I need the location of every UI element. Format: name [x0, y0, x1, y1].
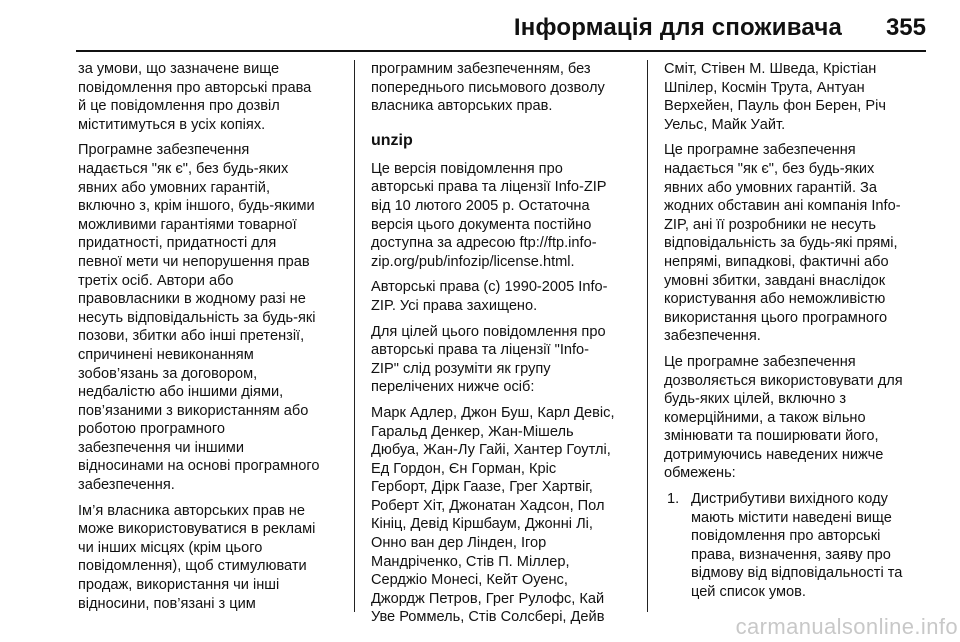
- text-line: Роберт Хіт, Джонатан Хадсон, Пол: [371, 497, 605, 514]
- paragraph: [371, 404, 633, 627]
- text-line: явних або умовних гарантій. За: [664, 179, 877, 196]
- text-line: змінювати та поширювати його,: [664, 428, 879, 445]
- text-line: Ім’я власника авторських прав не: [78, 502, 305, 519]
- text-line: третіх осіб. Автори або: [78, 272, 234, 289]
- text-line: попереднього письмового дозволу: [371, 79, 605, 96]
- text-line: користування або неможливістю: [664, 291, 886, 308]
- text-line: повідомлення про авторські: [691, 528, 881, 545]
- paragraph: [78, 141, 340, 494]
- text-line: непрямі, випадкові, фактичні або: [664, 253, 889, 270]
- paragraph: [371, 323, 633, 397]
- text-line: міститимуться в усіх копіях.: [78, 116, 266, 133]
- text-line: жодних обставин ані компанія Info-: [664, 198, 901, 215]
- text-line: включно з, крім іншого, будь-якими: [78, 198, 315, 215]
- text-line: Для цілей цього повідомлення про: [371, 323, 606, 340]
- text-line: zip.org/pub/infozip/license.html.: [371, 253, 575, 270]
- column-1: [78, 60, 340, 620]
- paragraph: [664, 353, 926, 483]
- text-line: Ед Гордон, Єн Горман, Кріс: [371, 460, 557, 477]
- text-line: використання цього програмного: [664, 309, 888, 326]
- text-line: надається "як є", без будь-яких: [78, 160, 289, 177]
- text-line: за умови, що зазначене вище: [78, 61, 280, 77]
- text-line: власника авторських прав.: [371, 98, 553, 115]
- text-line: забезпечення.: [664, 328, 761, 345]
- page-header: [0, 0, 960, 60]
- text-line: ZIP" слід розуміти як групу: [371, 360, 551, 377]
- text-line: недбалістю або іншими діями,: [78, 384, 284, 401]
- text-line: програмним забезпеченням, без: [371, 61, 591, 77]
- text-line: будь-яких цілей, включно з: [664, 391, 847, 408]
- text-line: пов’язаними з використанням або: [78, 402, 309, 419]
- text-line: обмежень:: [664, 465, 736, 482]
- text-line: версія цього документа постійно: [371, 216, 592, 233]
- text-line: авторські права та ліцензії "Info-: [371, 342, 590, 359]
- text-line: Джордж Петров, Грег Рулофс, Кай: [371, 590, 605, 607]
- paragraph: [371, 60, 633, 116]
- text-line: доступна за адресою ftp://ftp.info-: [371, 235, 597, 252]
- text-line: авторські права та ліцензії Info-ZIP: [371, 179, 607, 196]
- text-line: певної мети чи непорушення прав: [78, 253, 310, 270]
- list-number: 1.: [667, 491, 680, 508]
- text-line: мають містити наведені вище: [691, 509, 892, 526]
- column-3: [664, 60, 926, 602]
- text-line: ZIP. Усі права захищено.: [371, 297, 538, 314]
- text-line: Верхейен, Пауль фон Берен, Річ: [664, 98, 886, 115]
- text-line: комерційними, а також вільно: [664, 409, 866, 426]
- text-line: Уельс, Майк Уайт.: [664, 116, 786, 133]
- text-line: Марк Адлер, Джон Буш, Карл Девіс,: [371, 404, 615, 421]
- text-line: забезпечення.: [78, 477, 175, 494]
- page-number: 355: [885, 14, 926, 41]
- text-line: може використовуватися в рекламі: [78, 521, 316, 538]
- watermark: carmanualsonline.info: [735, 614, 958, 639]
- text-line: продаж, використання чи інші: [78, 577, 280, 594]
- text-line: відповідальність за будь-які прямі,: [664, 235, 898, 252]
- text-line: Програмне забезпечення: [78, 142, 250, 159]
- text-line: Авторські права (c) 1990-2005 Info-: [371, 279, 608, 296]
- column-divider-2: [647, 60, 648, 612]
- text-line: Серджіо Монесі, Кейт Оуенс,: [371, 572, 568, 589]
- text-line: повідомлення), щоб стимулювати: [78, 558, 307, 575]
- text-line: Дистрибутиви вихідного коду: [691, 491, 888, 508]
- column-divider-1: [354, 60, 355, 612]
- text-line: дотримуючись наведених нижче: [664, 446, 884, 463]
- text-line: явних або умовних гарантій,: [78, 179, 271, 196]
- text-line: відмову від відповідальності та: [691, 565, 903, 582]
- text-line: відносини, пов’язані з цим: [78, 595, 256, 612]
- section-heading-unzip: unzip: [371, 131, 413, 149]
- paragraph: [664, 141, 926, 346]
- paragraph: [78, 60, 340, 134]
- text-line: Це програмне забезпечення: [664, 353, 856, 370]
- text-line: дозволяється використовувати для: [664, 372, 903, 389]
- text-line: чи інших місцях (крім цього: [78, 539, 263, 556]
- paragraph: [371, 160, 633, 272]
- text-line: несуть відповідальність за будь-які: [78, 309, 316, 326]
- text-line: зобов’язань за договором,: [78, 365, 258, 382]
- text-line: цей список умов.: [691, 584, 806, 601]
- text-line: Це програмне забезпечення: [664, 142, 856, 159]
- text-line: Сміт, Стівен М. Шведа, Крістіан: [664, 61, 877, 77]
- text-line: Мандріченко, Стів П. Міллер,: [371, 553, 570, 570]
- list-item-text: [691, 490, 926, 602]
- text-line: від 10 лютого 2005 р. Остаточна: [371, 197, 590, 214]
- text-line: надається "як є", без будь-яких: [664, 160, 875, 177]
- text-line: роботою програмного: [78, 421, 226, 438]
- text-line: придатності, придатності для: [78, 235, 277, 252]
- text-line: спричинені невиконанням: [78, 346, 254, 363]
- paragraph: [664, 60, 926, 134]
- text-line: Кініц, Девід Кіршбаум, Джонні Лі,: [371, 516, 593, 533]
- text-line: Герборт, Дірк Гаазе, Грег Хартвіг,: [371, 479, 593, 496]
- text-line: ZIP, ані її розробники не несуть: [664, 216, 877, 233]
- text-line: Гаральд Денкер, Жан-Мішель: [371, 423, 574, 440]
- text-line: Шпілер, Космін Трута, Антуан: [664, 79, 865, 96]
- text-line: умовні збитки, завдані внаслідок: [664, 272, 886, 289]
- text-line: Уве Роммель, Стів Солсбері, Дейв: [371, 609, 605, 626]
- text-line: повідомлення про авторські права: [78, 79, 312, 96]
- text-line: Онно ван дер Лінден, Ігор: [371, 535, 547, 552]
- page-title: Інформація для споживача: [513, 14, 842, 41]
- text-line: й це повідомлення про дозвіл: [78, 98, 280, 115]
- paragraph: [371, 278, 633, 315]
- column-2: [371, 60, 633, 634]
- text-line: позови, збитки або інші претензії,: [78, 328, 305, 345]
- text-line: забезпечення чи іншими: [78, 439, 244, 456]
- text-line: Дюбуа, Жан-Лу Гайі, Хантер Гоутлі,: [371, 442, 611, 459]
- header-rule: [76, 50, 926, 52]
- list-item: [667, 490, 926, 602]
- text-line: можливими гарантіями товарної: [78, 216, 297, 233]
- text-line: відносинами на основі програмного: [78, 458, 320, 475]
- paragraph: [78, 502, 340, 614]
- text-line: правовласники в жодному разі не: [78, 291, 306, 308]
- text-line: Це версія повідомлення про: [371, 160, 563, 177]
- text-line: права, визначення, заяву про: [691, 546, 891, 563]
- text-line: перелічених нижче осіб:: [371, 379, 535, 396]
